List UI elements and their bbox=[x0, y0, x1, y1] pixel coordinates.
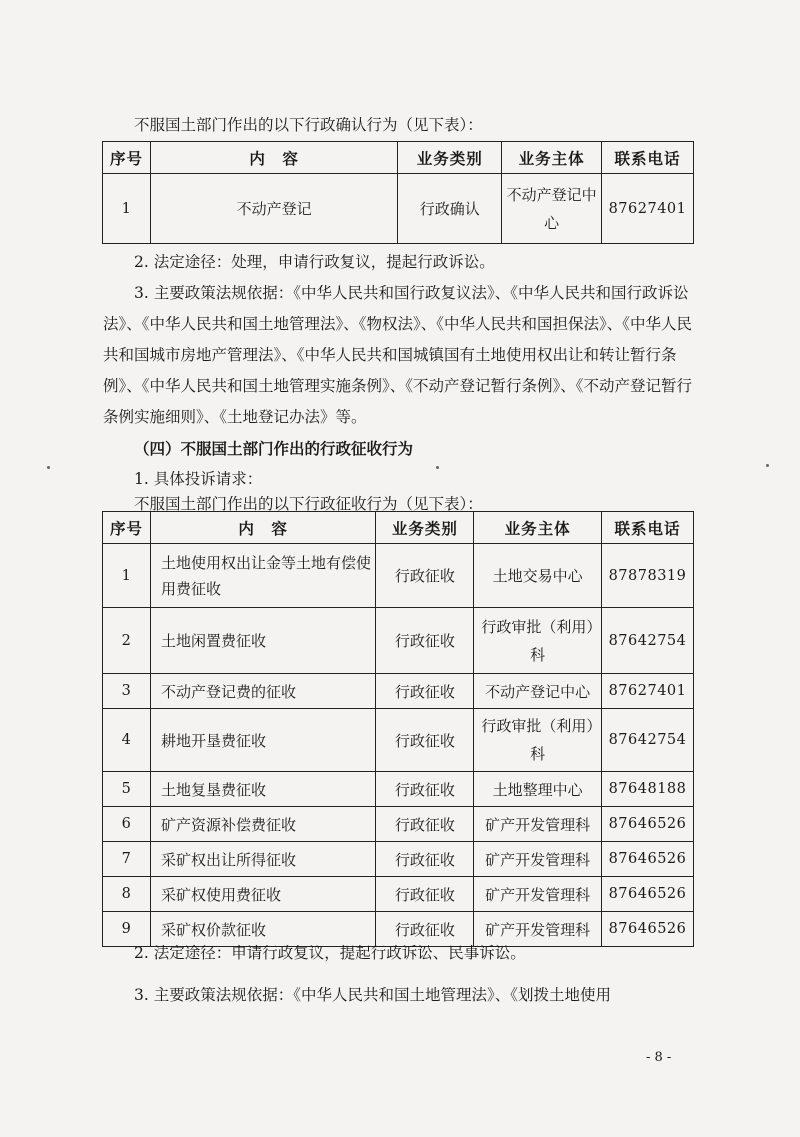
cell-index: 1 bbox=[103, 174, 151, 244]
confirmation-table bbox=[102, 141, 694, 244]
cell-subject: 土地交易中心 bbox=[474, 544, 602, 608]
page-number: - 8 - bbox=[646, 1050, 672, 1065]
cell-content: 采矿权出让所得征收 bbox=[150, 842, 376, 877]
policy-basis-paragraph-1: 3. 主要政策法规依据：《中华人民共和国行政复议法》、《中华人民共和国行政诉讼法》、《中华人民共和国土地管理法》、《物权法》、《中华人民共和国担保法》、《中华人民共和国城市房地产管理法》、《中华人民共和国城镇国有土地使用权出让和转让暂行条例》、《中华人民共和国土地管理实施条例》、《不动产登记暂行条例》、《不动产登记暂行条例实施细则》、《土地登记办法》等。 bbox=[103, 284, 693, 426]
section-heading-4: （四）不服国土部门作出的行政征收行为 bbox=[134, 439, 414, 458]
cell-category: 行政征收 bbox=[376, 912, 474, 947]
cell-phone: 87646526 bbox=[601, 842, 693, 877]
cell-subject: 行政审批（利用）科 bbox=[474, 709, 602, 772]
cell-index: 1 bbox=[103, 544, 151, 608]
table-row bbox=[103, 709, 694, 772]
table-row bbox=[103, 608, 694, 674]
cell-subject: 矿产开发管理科 bbox=[474, 807, 602, 842]
header-subject: 业务主体 bbox=[502, 142, 602, 174]
table-row bbox=[103, 877, 694, 912]
cell-category: 行政征收 bbox=[376, 842, 474, 877]
cell-category: 行政确认 bbox=[398, 174, 502, 244]
cell-subject: 矿产开发管理科 bbox=[474, 877, 602, 912]
cell-phone: 87646526 bbox=[601, 807, 693, 842]
cell-phone: 87646526 bbox=[601, 912, 693, 947]
table-row bbox=[103, 807, 694, 842]
header-content: 内 容 bbox=[150, 512, 376, 544]
cell-phone: 87642754 bbox=[601, 608, 693, 674]
cell-category: 行政征收 bbox=[376, 877, 474, 912]
cell-category: 行政征收 bbox=[376, 674, 474, 709]
cell-category: 行政征收 bbox=[376, 608, 474, 674]
header-subject: 业务主体 bbox=[474, 512, 602, 544]
cell-content: 土地复垦费征收 bbox=[150, 772, 376, 807]
cell-index: 2 bbox=[103, 608, 151, 674]
cell-phone: 87627401 bbox=[601, 174, 693, 244]
cell-index: 4 bbox=[103, 709, 151, 772]
cell-index: 7 bbox=[103, 842, 151, 877]
cell-index: 5 bbox=[103, 772, 151, 807]
intro-paragraph-1: 不服国土部门作出的以下行政确认行为（见下表）： bbox=[134, 116, 483, 134]
cell-category: 行政征收 bbox=[376, 544, 474, 608]
table-row bbox=[103, 174, 694, 244]
cell-content: 矿产资源补偿费征收 bbox=[150, 807, 376, 842]
cell-content: 土地闲置费征收 bbox=[150, 608, 376, 674]
scan-speck bbox=[766, 464, 769, 467]
header-index: 序号 bbox=[103, 142, 151, 174]
scan-speck bbox=[436, 466, 439, 469]
cell-content: 采矿权使用费征收 bbox=[150, 877, 376, 912]
levy-table bbox=[102, 511, 694, 947]
cell-index: 9 bbox=[103, 912, 151, 947]
cell-subject: 行政审批（利用）科 bbox=[474, 608, 602, 674]
table-header-row bbox=[103, 142, 694, 174]
cell-content: 不动产登记费的征收 bbox=[150, 674, 376, 709]
complaint-request-paragraph: 1. 具体投诉请求： bbox=[134, 470, 263, 488]
cell-subject: 不动产登记中心 bbox=[502, 174, 602, 244]
cell-phone: 87646526 bbox=[601, 877, 693, 912]
header-phone: 联系电话 bbox=[601, 142, 693, 174]
header-index: 序号 bbox=[103, 512, 151, 544]
table-row bbox=[103, 842, 694, 877]
cell-phone: 87878319 bbox=[601, 544, 693, 608]
legal-route-paragraph-1: 2. 法定途径：处理，申请行政复议，提起行政诉讼。 bbox=[134, 253, 495, 271]
cell-subject: 矿产开发管理科 bbox=[474, 912, 602, 947]
cell-index: 6 bbox=[103, 807, 151, 842]
cell-category: 行政征收 bbox=[376, 709, 474, 772]
cell-category: 行政征收 bbox=[376, 807, 474, 842]
header-category: 业务类别 bbox=[376, 512, 474, 544]
table-header-row bbox=[103, 512, 694, 544]
intro-paragraph-2: 不服国土部门作出的以下行政征收行为（见下表）： bbox=[134, 495, 483, 513]
cell-subject: 土地整理中心 bbox=[474, 772, 602, 807]
cell-subject: 矿产开发管理科 bbox=[474, 842, 602, 877]
legal-route-paragraph-2: 2. 法定途径：申请行政复议，提起行政诉讼、民事诉讼。 bbox=[134, 944, 526, 962]
cell-index: 8 bbox=[103, 877, 151, 912]
table-row bbox=[103, 544, 694, 608]
cell-category: 行政征收 bbox=[376, 772, 474, 807]
header-content: 内 容 bbox=[150, 142, 397, 174]
table-row bbox=[103, 772, 694, 807]
header-category: 业务类别 bbox=[398, 142, 502, 174]
cell-phone: 87627401 bbox=[601, 674, 693, 709]
cell-phone: 87642754 bbox=[601, 709, 693, 772]
cell-content: 耕地开垦费征收 bbox=[150, 709, 376, 772]
header-phone: 联系电话 bbox=[601, 512, 693, 544]
cell-subject: 不动产登记中心 bbox=[474, 674, 602, 709]
scan-speck bbox=[47, 466, 50, 469]
policy-basis-paragraph-2: 3. 主要政策法规依据：《中华人民共和国土地管理法》、《划拨土地使用 bbox=[134, 986, 611, 1004]
cell-phone: 87648188 bbox=[601, 772, 693, 807]
cell-content: 土地使用权出让金等土地有偿使用费征收 bbox=[150, 544, 376, 608]
cell-content: 不动产登记 bbox=[150, 174, 397, 244]
cell-content: 采矿权价款征收 bbox=[150, 912, 376, 947]
cell-index: 3 bbox=[103, 674, 151, 709]
table-row bbox=[103, 674, 694, 709]
